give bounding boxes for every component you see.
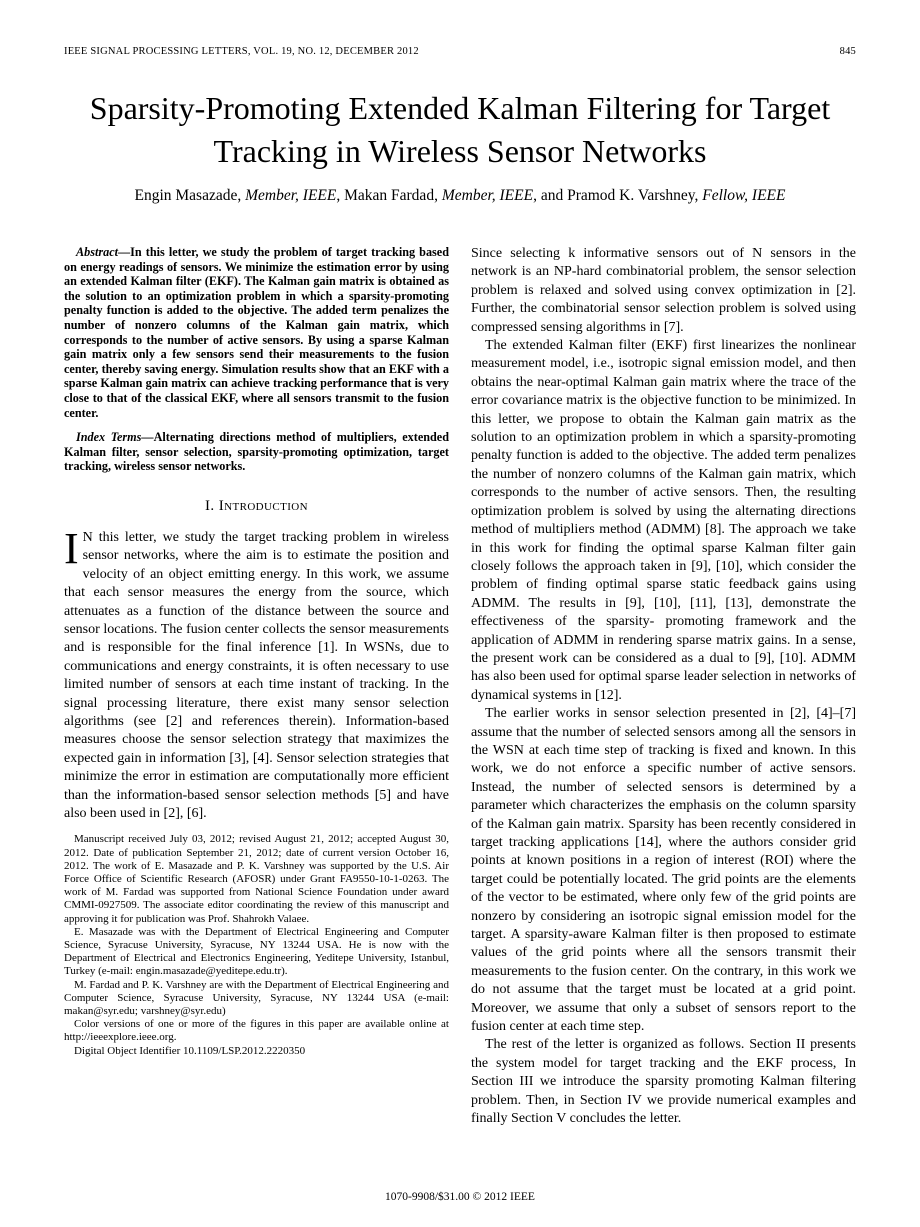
author-separator: , and [533,187,568,204]
author-membership: Member, IEEE [441,187,534,204]
drop-cap: I [64,523,79,573]
footnote-author-1: E. Masazade was with the Department of Electrical Engineering and Computer Science, Syracuse University, Syracuse, NY 13244 USA. He is now with the Department of Electrical and Electronics Engineering, Yeditepe University, Istanbul, Turkey (e-mail: engin.masazade@yeditepe.edu.tr). [64,925,449,978]
intro-paragraph [64,523,449,824]
footnote-author-2: M. Fardad and P. K. Varshney are with the Department of Electrical Engineering and Computer Science, Syracuse University, Syracuse, NY 13244 USA (e-mail: makan@syr.edu; varshney@syr.edu) [64,978,449,1018]
index-terms-text: Alternating directions method of multipliers, extended Kalman filter, sensor selection, sparsity-promoting optimization, target tracking, wireless sensor networks. [64,430,449,474]
footnote-block [64,833,449,1057]
journal-title: IEEE SIGNAL PROCESSING LETTERS, VOL. 19, NO. 12, DECEMBER 2012 [64,46,419,57]
author-membership: Member, IEEE [245,187,337,204]
content-columns [64,245,856,1129]
author-separator: , [237,187,246,204]
abstract [64,245,449,420]
author-separator: , [336,187,345,204]
page-number: 845 [839,46,856,57]
author-name: Engin Masazade [134,187,238,204]
author-separator: , [434,187,442,204]
abstract-text: In this letter, we study the problem of target tracking based on energy readings of sensors. We minimize the estimation error by using an extended Kalman filter (EKF). The Kalman gain matrix is obtained as the solution to an optimization problem in which a sparsity-promoting penalty function is added to the objective. The added term penalizes the number of nonzero columns of the Kalman gain matrix, which corresponds to the number of active sensors. By using a sparse Kalman gain matrix only a few sensors send their measurements to the fusion center, thereby saving energy. Simulation results show that an EKF with a sparse Kalman gain matrix can achieve tracking performance that is very close to that of the classical EKF, where all sensors transmit to the fusion center. [64,245,449,420]
author-membership: Fellow, IEEE [702,187,786,204]
author-separator: , [694,187,703,204]
copyright-footer: 1070-9908/$31.00 © 2012 IEEE [385,1191,535,1203]
body-paragraph: The rest of the letter is organized as follows. Section II presents the system model for target tracking and the EKF process, In Section III we introduce the sparsity promoting Kalman filtering problem. Then, in Section IV we provide numerical examples and finally Section V concludes the letter. [471,1037,856,1127]
right-column [471,245,856,1129]
left-column [64,245,449,1129]
abstract-label: Abstract— [76,245,131,259]
index-terms [64,430,449,474]
section-heading-introduction: I. Introduction [205,497,308,514]
footnote-doi: Digital Object Identifier 10.1109/LSP.2012.2220350 [74,1044,306,1057]
running-header [64,46,856,57]
paper-title: Sparsity-Promoting Extended Kalman Filtering for Target Tracking in Wireless Sensor Networks [89,90,831,169]
body-paragraph: The extended Kalman filter (EKF) first linearizes the nonlinear measurement model, i.e., isotropic signal emission model, and then obtains the near-optimal Kalman gain matrix where the trace of the error covariance matrix is the objective function to be minimized. In this letter, we propose to obtain the Kalman gain matrix as the solution to an optimization problem in which a sparsity-promoting penalty function is added to the objective. The added term penalizes the number of nonzero columns of the Kalman gain matrix, which corresponds to the number of active sensors. Then, the resulting optimization problem is solved by using the alternating directions method of multipliers method (ADMM) [8]. The approach we take in this work for finding the optimal sparse Kalman filter gain closely follows the approach taken in [9], [10], which consider the problem of finding optimal sparse static feedback gains using ADMM. The results in [9], [10], [11], [13], demonstrate the effectiveness of the sparsity- promoting framework and the application of ADMM in rendering sparse matrix gains. In a sense, the present work can be considered as a dual to [9], [10]. ADMM has also been used for optimal sparse leader selection in networks of dynamical systems in [12]. [471,338,856,703]
body-paragraph: Since selecting k informative sensors out of N sensors in the network is an NP-hard combinatorial problem, the sensor selection problem is relaxed and solved using convex optimization in [2]. Further, the combinatorial sensor selection problem is solved using compressed sensing algorithms in [7]. [471,246,856,335]
footnote-color-versions: Color versions of one or more of the figures in this paper are available online at http://ieeexplore.ieee.org. [64,1018,449,1044]
authors-line [64,187,856,205]
author-name: Pramod K. Varshney [567,187,695,204]
author-name: Makan Fardad [344,187,435,204]
body-paragraph: The earlier works in sensor selection presented in [2], [4]–[7] assume that the number of selected sensors among all the sensors in the WSN at each time step of tracking is fixed and known. In this work, we do not enforce a specific number of active sensors. Instead, the number of selected sensors is determined by a parameter which characterizes the emphasis on the column sparsity of the Kalman gain matrix. Sparsity has been recently considered in target tracking applications [14], where the authors consider grid points at known positions in a region of interest (ROI) where the target could be potentially located. The grid points are the elements of the vector to be estimated, where only few of the grid points are nonzero by considering an isotropic signal emission model for the target. A sparsity-aware Kalman filter is then proposed to estimate values of the grid points where all the sensors transmit their measurements to the fusion center. On the contrary, in this work we do not assume that the target must be located at a grid point. Moreover, we assume that only a subset of sensors report to the fusion center at each time step. [471,706,856,1035]
intro-paragraph-text: N this letter, we study the target tracking problem in wireless sensor networks, where the aim is to estimate the position and velocity of an object emitting energy. In this work, we assume that each sensor measures the energy from the source, which attenuates as a function of the distance between the source and sensor locations. The fusion center collects the sensor measurements and is responsible for the final inference [1]. In WSNs, due to communications and energy constraints, it is often necessary to use limited number of sensors at each time instant of tracking. In the signal processing literature, there exist many sensor selection algorithms (see [2] and references therein). Information-based measures choose the sensor selection strategy that maximizes the expected gain in information [3], [4]. Sensor selection strategies that minimize the error in estimation are computationally more efficient than the information-based sensor selection methods [5] and have also been used in [2], [6]. [64,529,449,821]
footnote-manuscript: Manuscript received July 03, 2012; revised August 21, 2012; accepted August 30, 2012. Date of publication September 21, 2012; date of current version October 16, 2012. The work of E. Masazade and P. K. Varshney was supported by the U.S. Air Force Office of Scientific Research (AFOSR) under Grant FA9550-10-1-0263. The work of M. Fardad was supported from National Science Foundation under award CMMI-0927509. The associate editor coordinating the review of this manuscript and approving it for publication was Prof. Shahrokh Valaee. [64,833,449,925]
index-terms-label: Index Terms— [76,430,154,445]
